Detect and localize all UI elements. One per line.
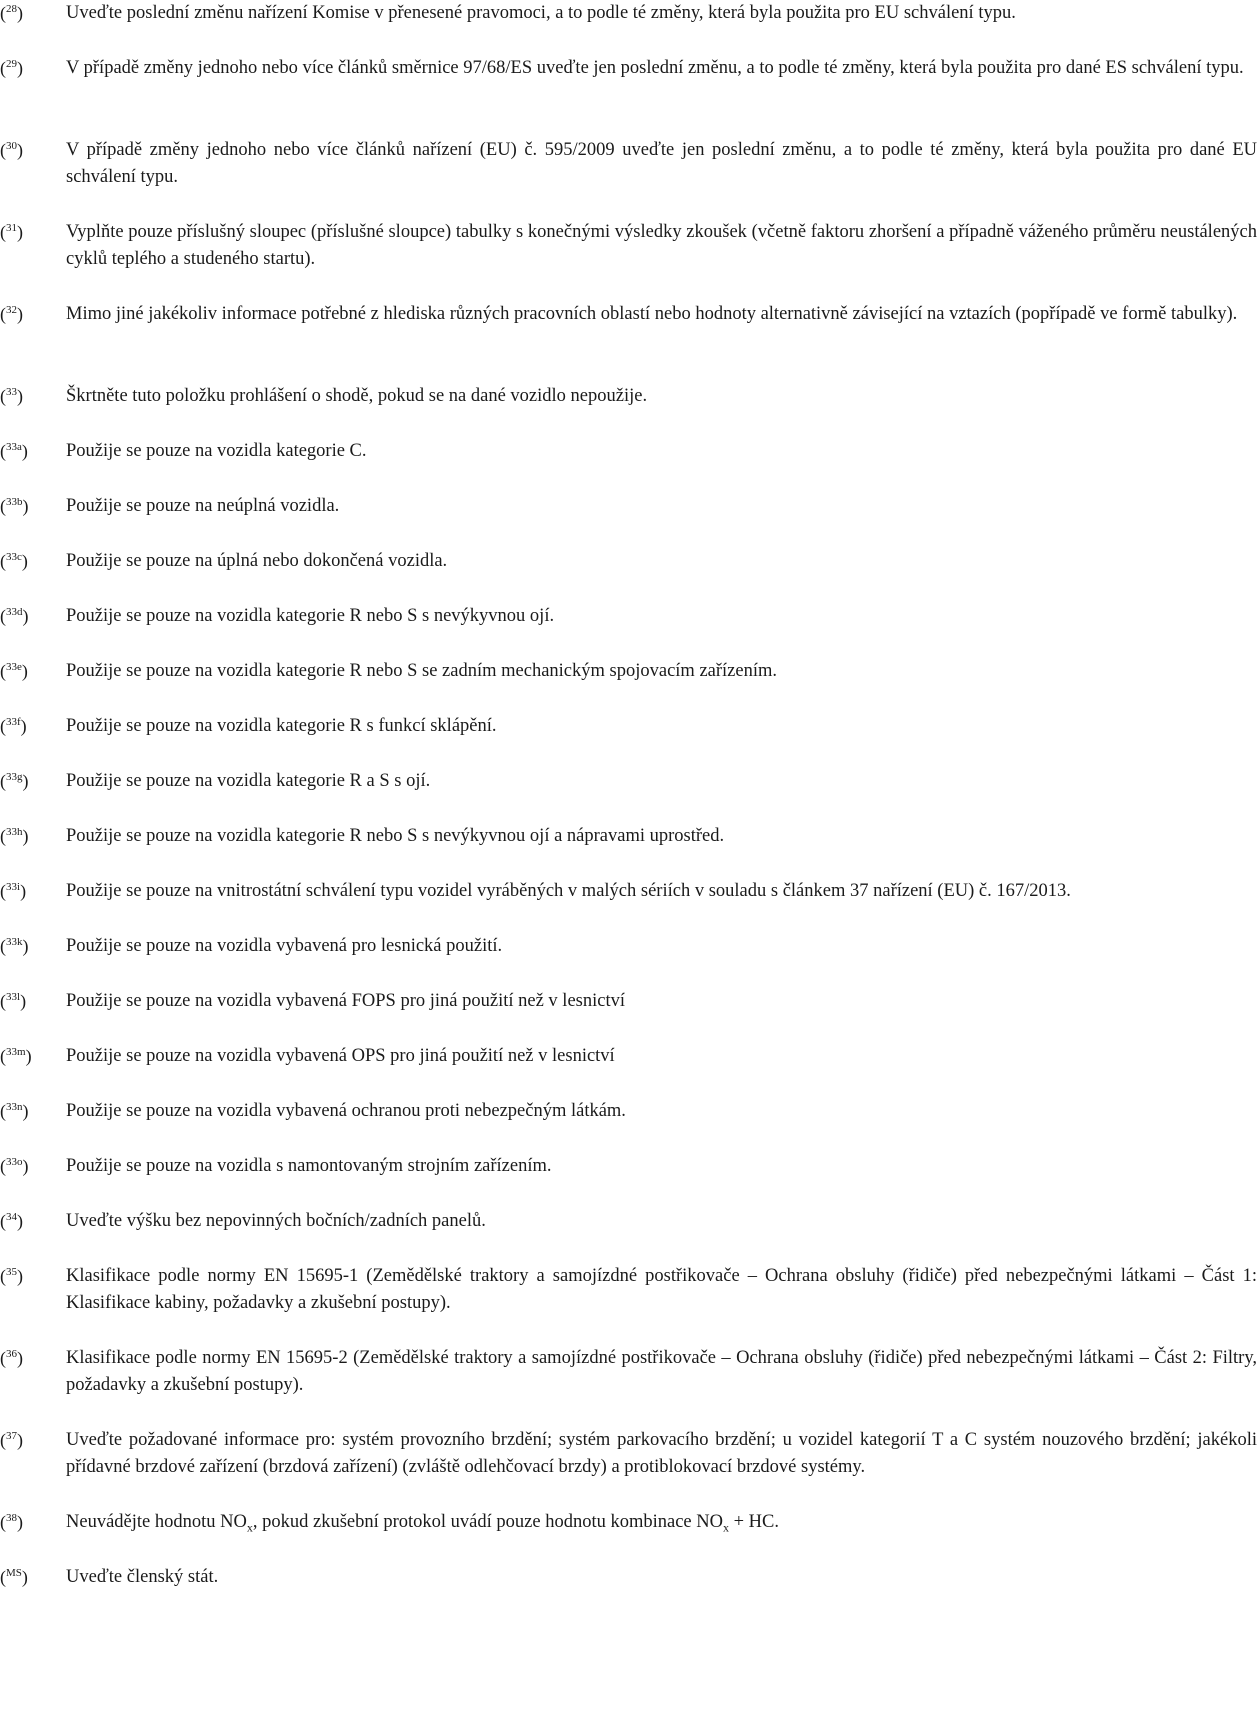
footnote-marker: ($^{35}$) bbox=[0, 1266, 23, 1286]
footnote-marker: ($^{33m}$) bbox=[0, 1046, 32, 1066]
footnote-marker: ($^{33}$) bbox=[0, 386, 23, 406]
footnote-text: Použije se pouze na vozidla vybavená FOPS pro jiná použití než v lesnictví bbox=[66, 991, 625, 1011]
footnote-text: Uveďte výšku bez nepovinných bočních/zadních panelů. bbox=[66, 1211, 486, 1231]
footnote-marker: ($^{30}$) bbox=[0, 140, 23, 160]
footnote-text: Použije se pouze na vozidla kategorie R nebo S s nevýkyvnou ojí a nápravami uprostřed. bbox=[66, 826, 725, 846]
subscript: x bbox=[246, 1520, 253, 1535]
footnote-text: Použije se pouze na vnitrostátní schválení typu vozidel vyráběných v malých sériích v souladu s článkem 37 nařízení (EU) č. 167/2013. bbox=[66, 881, 1071, 901]
footnote-marker: ($^{29}$) bbox=[0, 58, 23, 78]
footnote-marker: ($^{33i}$) bbox=[0, 881, 27, 901]
footnote-text bbox=[66, 1509, 1257, 1536]
footnote-marker: ($^{33a}$) bbox=[0, 441, 28, 461]
footnote-text: V případě změny jednoho nebo více článků nařízení (EU) č. 595/2009 uveďte jen poslední změnu, a to podle té změny, která byla použita pro dané EU schválení typu. bbox=[66, 140, 1257, 187]
footnote-text: V případě změny jednoho nebo více článků směrnice 97/68/ES uveďte jen poslední změnu, a to podle té změny, která byla použita pro dané ES schválení typu. bbox=[66, 58, 1244, 78]
footnote-marker: ($^{33e}$) bbox=[0, 661, 28, 681]
footnote-text: Uveďte členský stát. bbox=[66, 1567, 219, 1587]
footnote-marker: ($^{33o}$) bbox=[0, 1156, 29, 1176]
footnote-text: Vyplňte pouze příslušný sloupec (příslušné sloupce) tabulky s konečnými výsledky zkoušek (včetně faktoru zhoršení a případně váženého průměru neustálených cyklů teplého a studeného startu). bbox=[66, 222, 1257, 269]
footnote-text: Použije se pouze na neúplná vozidla. bbox=[66, 496, 340, 516]
text-part: , pokud zkušební protokol uvádí pouze hodnotu kombinace NO bbox=[252, 1512, 723, 1532]
footnote-text: Použije se pouze na vozidla vybavená pro lesnická použití. bbox=[66, 936, 503, 956]
footnote-marker: ($^{38}$) bbox=[0, 1512, 23, 1532]
footnote-text: Klasifikace podle normy EN 15695-2 (Zemědělské traktory a samojízdné postřikovače – Ochrana obsluhy (řidiče) před nebezpečnými látkami – Část 2: Filtry, požadavky a zkušební postupy). bbox=[66, 1348, 1257, 1395]
footnote-marker: ($^{33d}$) bbox=[0, 606, 29, 626]
text-part: Neuvádějte hodnotu NO bbox=[66, 1512, 247, 1532]
footnote-marker: ($^{32}$) bbox=[0, 304, 23, 324]
footnote-marker: ($^{MS}$) bbox=[0, 1567, 28, 1587]
footnote-marker: ($^{33c}$) bbox=[0, 551, 28, 571]
subscript: x bbox=[722, 1520, 729, 1535]
footnote-text: Použije se pouze na vozidla kategorie R s funkcí sklápění. bbox=[66, 716, 497, 736]
footnote-marker: ($^{33k}$) bbox=[0, 936, 29, 956]
footnote-marker: ($^{36}$) bbox=[0, 1348, 23, 1368]
footnote-text: Škrtněte tuto položku prohlášení o shodě, pokud se na dané vozidlo nepoužije. bbox=[66, 386, 648, 406]
footnote-marker: ($^{33l}$) bbox=[0, 991, 27, 1011]
footnote-text: Použije se pouze na vozidla kategorie C. bbox=[66, 441, 367, 461]
footnote-marker: ($^{33f}$) bbox=[0, 716, 27, 736]
footnote-text: Použije se pouze na vozidla vybavená ochranou proti nebezpečným látkám. bbox=[66, 1101, 626, 1121]
footnote-marker: ($^{28}$) bbox=[0, 3, 23, 23]
footnote-text: Uveďte poslední změnu nařízení Komise v přenesené pravomoci, a to podle té změny, která byla použita pro EU schválení typu. bbox=[66, 3, 1016, 23]
footnote-text: Klasifikace podle normy EN 15695-1 (Zemědělské traktory a samojízdné postřikovače – Ochrana obsluhy (řidiče) před nebezpečnými látkami – Část 1: Klasifikace kabiny, požadavky a zkušební postupy). bbox=[66, 1266, 1257, 1313]
footnote-text: Mimo jiné jakékoliv informace potřebné z hlediska různých pracovních oblastí nebo hodnoty alternativně závisející na vztazích (popřípadě ve formě tabulky). bbox=[66, 304, 1238, 324]
footnote-text: Použije se pouze na vozidla s namontovaným strojním zařízením. bbox=[66, 1156, 552, 1176]
footnote-marker: ($^{34}$) bbox=[0, 1211, 23, 1231]
footnote-text: Použije se pouze na vozidla vybavená OPS pro jiná použití než v lesnictví bbox=[66, 1046, 615, 1066]
footnote-text: Použije se pouze na vozidla kategorie R a S s ojí. bbox=[66, 771, 431, 791]
footnote-marker: ($^{33n}$) bbox=[0, 1101, 29, 1121]
footnote-marker: ($^{33h}$) bbox=[0, 826, 29, 846]
footnote-text: Použije se pouze na vozidla kategorie R nebo S s nevýkyvnou ojí. bbox=[66, 606, 555, 626]
footnote-text: Uveďte požadované informace pro: systém provozního brzdění; systém parkovacího brzdění; u vozidel kategorií T a C systém nouzového brzdění; jakékoli přídavné brzdové zařízení (brzdová zařízení) (zvláště odlehčovací brzdy) a protiblokovací brzdové systémy. bbox=[66, 1430, 1257, 1477]
footnote-text: Použije se pouze na vozidla kategorie R nebo S se zadním mechanickým spojovacím zařízením. bbox=[66, 661, 777, 681]
footnote-marker: ($^{37}$) bbox=[0, 1430, 23, 1450]
text-part: + HC. bbox=[728, 1512, 779, 1532]
footnote-marker: ($^{33g}$) bbox=[0, 771, 29, 791]
footnote-text: Použije se pouze na úplná nebo dokončená vozidla. bbox=[66, 551, 448, 571]
footnote-marker: ($^{31}$) bbox=[0, 222, 23, 242]
footnote-marker: ($^{33b}$) bbox=[0, 496, 29, 516]
